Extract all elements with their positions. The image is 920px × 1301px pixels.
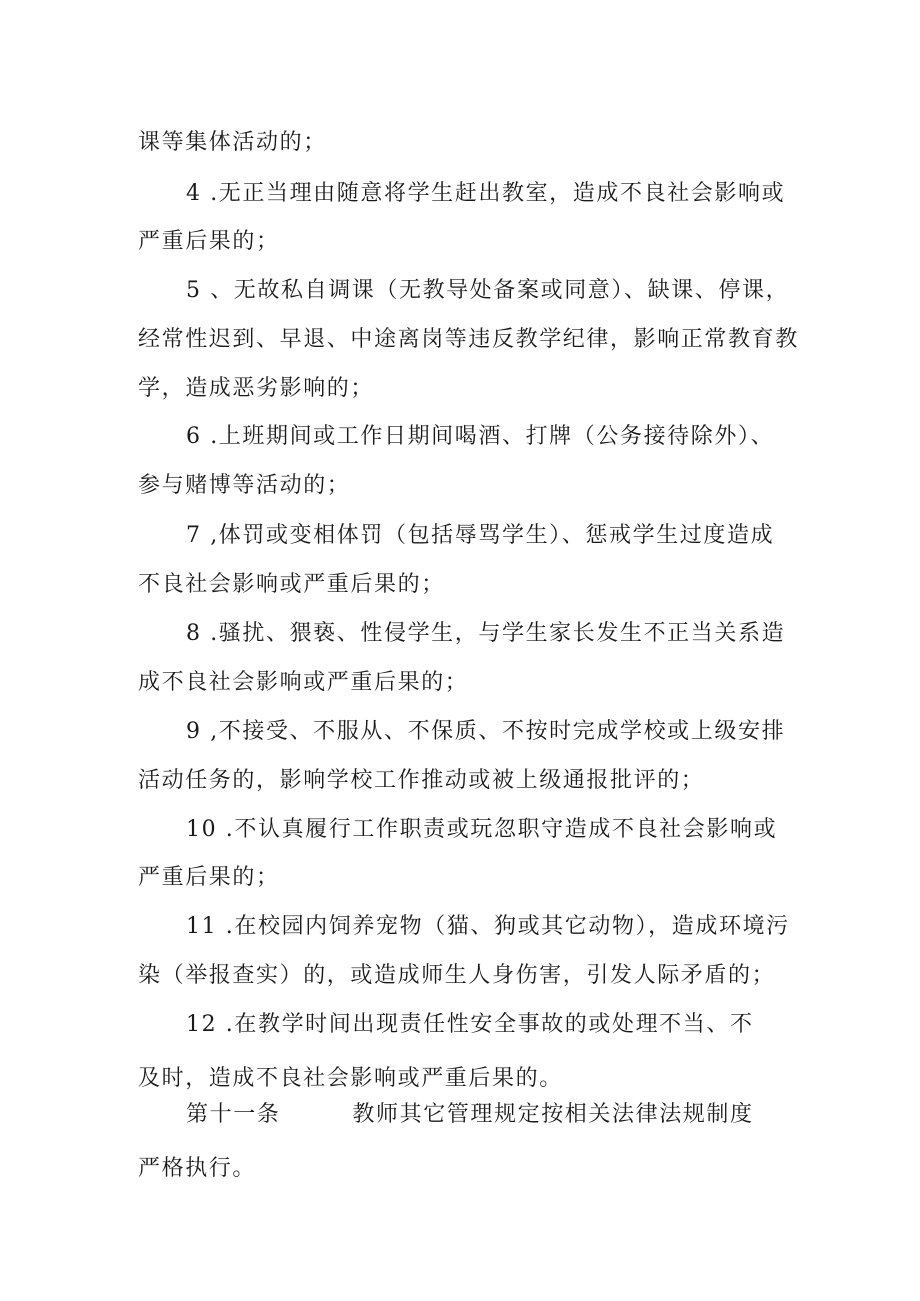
article-number: 第十一条 (186, 1102, 281, 1127)
list-item-10: 10 .不认真履行工作职责或玩忽职守造成不良社会影响或 (186, 817, 778, 842)
list-item-6: 6 .上班期间或工作日期间喝酒、打牌（公务接待除外）、 (186, 424, 775, 449)
text-line: 参与赌博等活动的； (138, 473, 351, 498)
text-line: 染（举报查实）的，或造成师生人身伤害，引发人际矛盾的； (138, 963, 776, 988)
list-item-5: 5 、无故私自调课（无教导处备案或同意）、缺课、停课， (186, 278, 790, 303)
text-line: 不良社会影响或严重后果的； (138, 572, 445, 597)
list-item-12: 12 .在教学时间出现责任性安全事故的或处理不当、不 (186, 1012, 754, 1037)
text-line: 严重后果的； (138, 229, 280, 254)
list-item-9: 9 ,不接受、不服从、不保质、不按时完成学校或上级安排 (186, 719, 786, 744)
list-item-8: 8 .骚扰、猥亵、性侵学生，与学生家长发生不正当关系造 (186, 621, 786, 646)
text-line: 成不良社会影响或严重后果的； (138, 670, 469, 695)
article-text: 教师其它管理规定按相关法律法规制度 (352, 1102, 754, 1127)
text-line: 严重后果的； (138, 865, 280, 890)
text-line: 及时，造成不良社会影响或严重后果的。 (138, 1066, 563, 1091)
final-line: 严格执行。 (138, 1156, 257, 1181)
text-line: 经常性迟到、早退、中途离岗等违反教学纪律，影响正常教育教 (138, 327, 799, 352)
article-heading (186, 1101, 754, 1129)
list-item-7: 7 ,体罚或变相体罚（包括辱骂学生）、惩戒学生过度造成 (186, 523, 775, 548)
text-line: 学，造成恶劣影响的； (138, 376, 375, 401)
text-line: 课等集体活动的； (138, 130, 327, 155)
list-item-4: 4 .无正当理由随意将学生赶出教室，造成不良社会影响或 (186, 181, 786, 206)
text-line: 活动任务的，影响学校工作推动或被上级通报批评的； (138, 768, 705, 793)
list-item-11: 11 .在校园内饲养宠物（猫、狗或其它动物），造成环境污 (186, 914, 790, 939)
